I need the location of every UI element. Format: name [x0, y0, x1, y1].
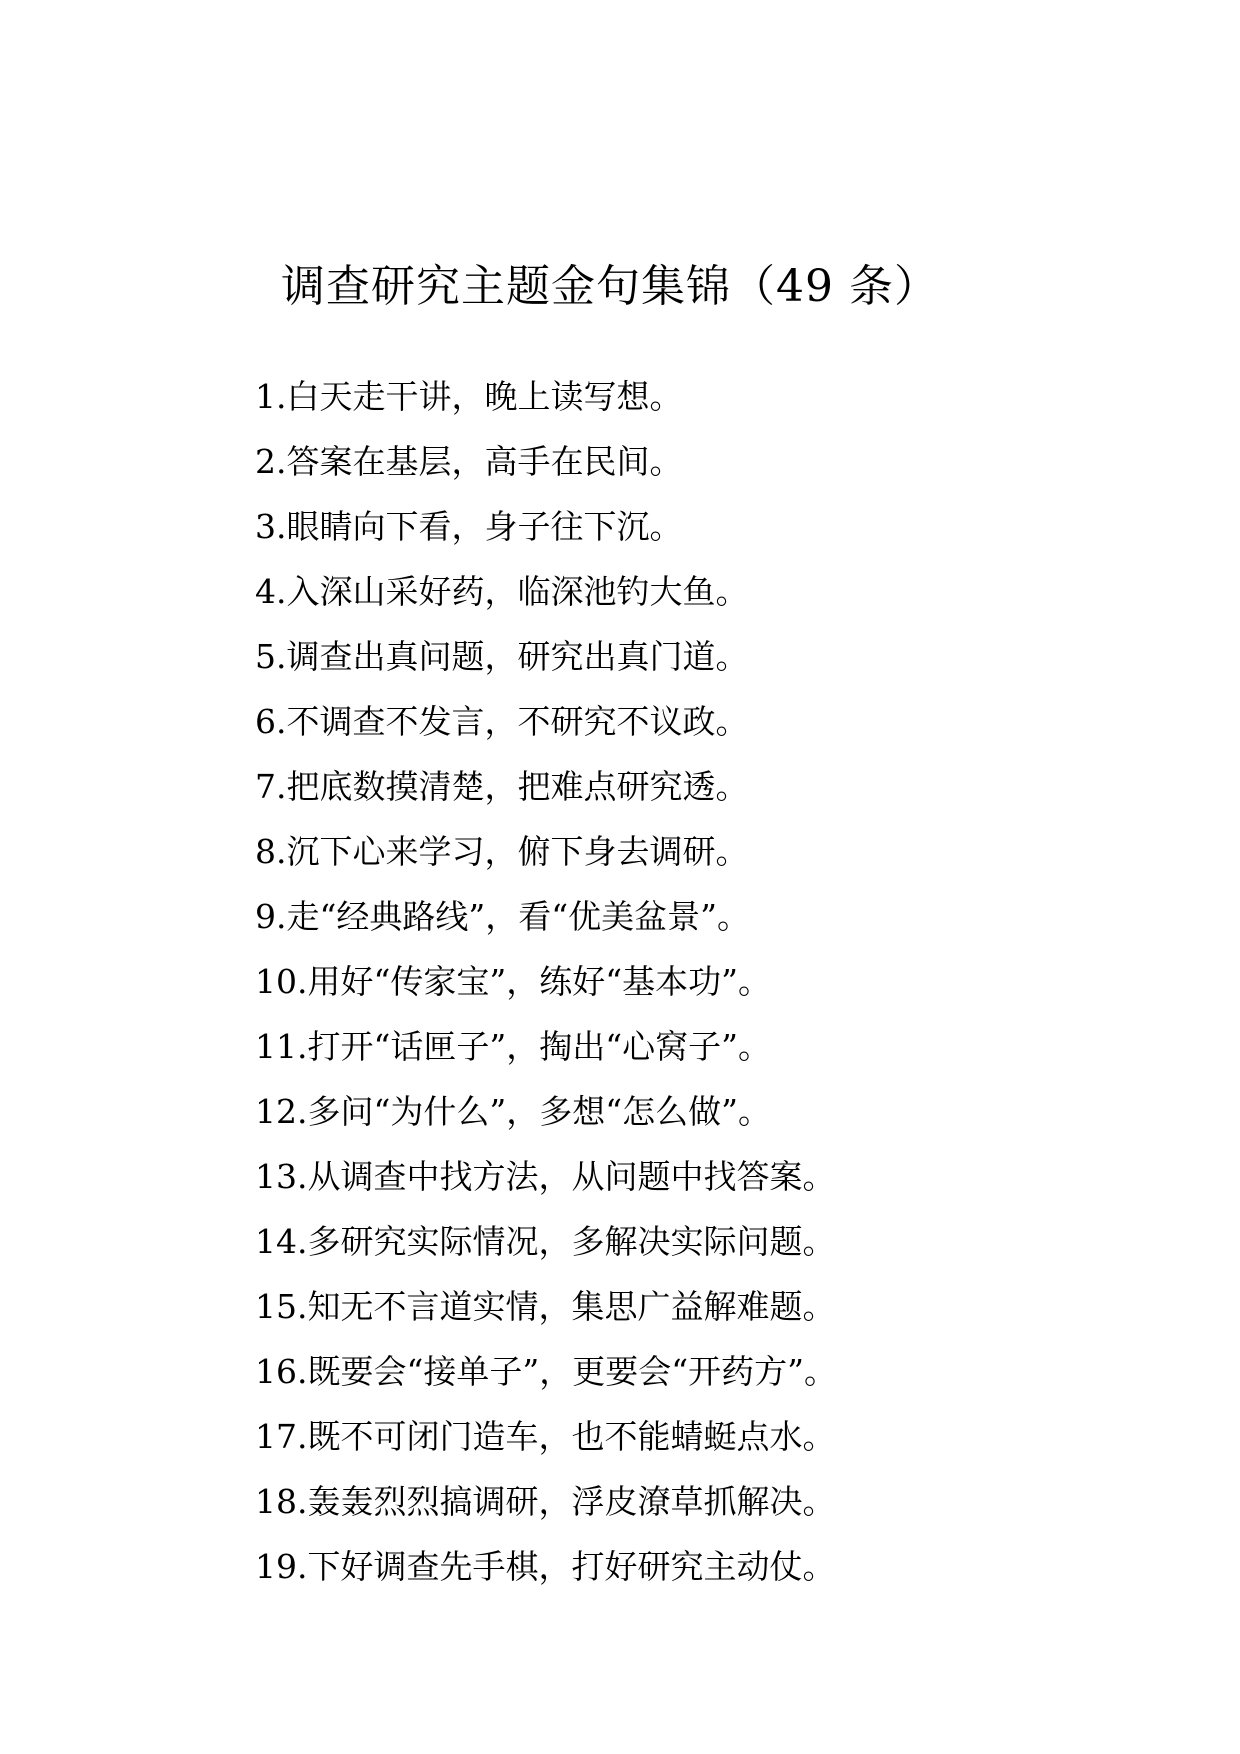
list-item: 15.知无不言道实情，集思广益解难题。	[255, 1287, 836, 1326]
list-item: 3.眼睛向下看，身子往下沉。	[255, 507, 683, 546]
list-item: 14.多研究实际情况，多解决实际问题。	[255, 1222, 836, 1261]
list-item: 8.沉下心来学习，俯下身去调研。	[255, 832, 749, 871]
list-item: 17.既不可闭门造车，也不能蜻蜓点水。	[255, 1417, 836, 1456]
list-item: 4.入深山采好药，临深池钓大鱼。	[255, 572, 749, 611]
list-item: 1.白天走干讲，晚上读写想。	[255, 377, 683, 416]
list-item: 19.下好调查先手棋，打好研究主动仗。	[255, 1547, 836, 1586]
list-item: 13.从调查中找方法，从问题中找答案。	[255, 1157, 836, 1196]
list-item: 2.答案在基层，高手在民间。	[255, 442, 683, 481]
quote-list	[255, 364, 837, 1599]
list-item: 5.调查出真问题，研究出真门道。	[255, 637, 749, 676]
list-item: 11.打开“话匣子”，掏出“心窝子”。	[255, 1027, 771, 1066]
list-item: 18.轰轰烈烈搞调研，浮皮潦草抓解决。	[255, 1482, 836, 1521]
list-item: 10.用好“传家宝”，练好“基本功”。	[255, 962, 771, 1001]
list-item: 16.既要会“接单子”，更要会“开药方”。	[255, 1352, 837, 1391]
list-item: 12.多问“为什么”，多想“怎么做”。	[255, 1092, 771, 1131]
list-item: 6.不调查不发言，不研究不议政。	[255, 702, 749, 741]
list-item: 7.把底数摸清楚，把难点研究透。	[255, 767, 749, 806]
list-item: 9.走“经典路线”，看“优美盆景”。	[255, 897, 750, 936]
page-title: 调查研究主题金句集锦（49 条）	[281, 261, 939, 313]
